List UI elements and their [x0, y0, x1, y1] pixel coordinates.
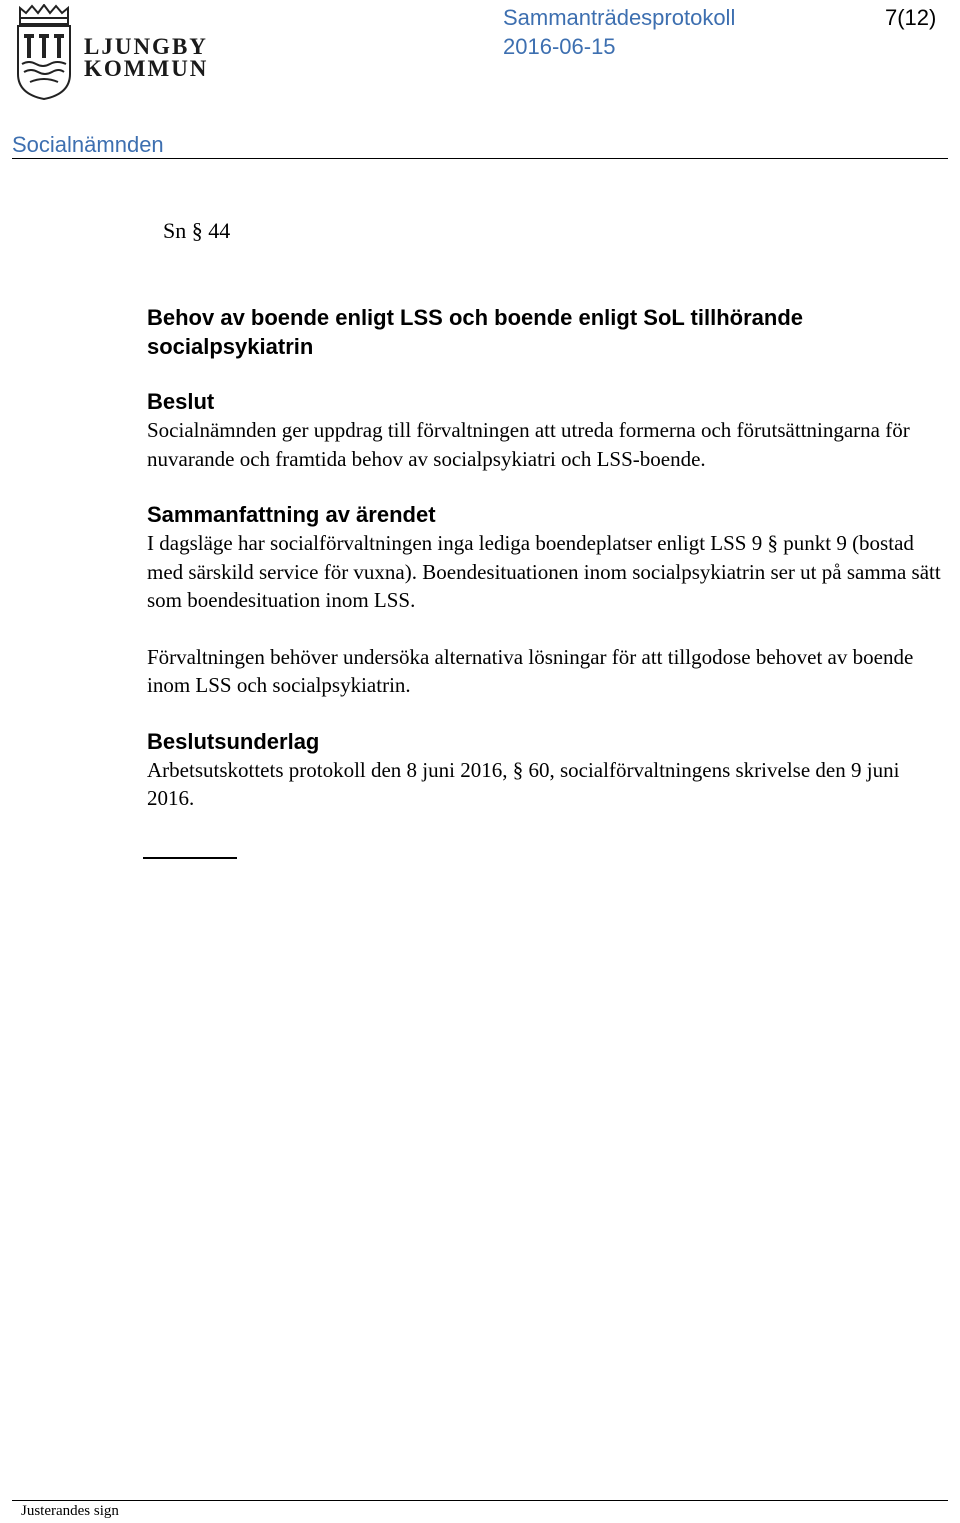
section-text-beslut: Socialnämnden ger uppdrag till förvaltningen att utreda formerna och förutsättningarna för nuvarande och framtida behov av socialpsykiatri och LSS-boende.	[147, 418, 910, 471]
spacer	[147, 615, 947, 643]
logo-wordmark	[84, 36, 208, 80]
document-date: 2016-06-15	[503, 34, 616, 59]
document-body	[147, 303, 947, 813]
page-number: 7(12)	[885, 5, 937, 30]
board-name: Socialnämnden	[12, 132, 164, 157]
signature-label: Justerandes sign	[21, 1503, 119, 1519]
municipality-logo	[14, 4, 219, 100]
paragraph-number: Sn § 44	[163, 218, 231, 243]
document-type: Sammanträdesprotokoll	[503, 5, 736, 30]
item-title: Behov av boende enligt LSS och boende enligt SoL tillhörande socialpsykiatrin	[147, 305, 803, 359]
section-end-rule	[143, 857, 237, 859]
section-heading-sammanfattning: Sammanfattning av ärendet	[147, 502, 436, 527]
section-heading-beslut: Beslut	[147, 389, 215, 414]
spacer	[147, 473, 947, 501]
header-divider	[12, 158, 948, 159]
section-text-sammanfattning-1: I dagsläge har socialförvaltningen inga lediga boendeplatser enligt LSS 9 § punkt 9 (bostad med särskild service för vuxna). Boendesituationen inom socialpsykiatrin ser ut på samma sätt som boendesituation inom LSS.	[147, 531, 941, 612]
section-text-sammanfattning-2: Förvaltningen behöver undersöka alternativa lösningar för att tillgodose behovet av boende inom LSS och socialpsykiatrin.	[147, 644, 914, 697]
footer-divider	[12, 1500, 948, 1501]
spacer	[147, 700, 947, 728]
logo-line-1: LJUNGBY	[84, 34, 208, 59]
municipal-crest-icon	[14, 4, 74, 100]
logo-line-2: KOMMUN	[84, 56, 209, 81]
section-text-beslutsunderlag: Arbetsutskottets protokoll den 8 juni 2016, § 60, socialförvaltningens skrivelse den 9 juni 2016.	[147, 757, 900, 810]
section-heading-beslutsunderlag: Beslutsunderlag	[147, 728, 320, 754]
